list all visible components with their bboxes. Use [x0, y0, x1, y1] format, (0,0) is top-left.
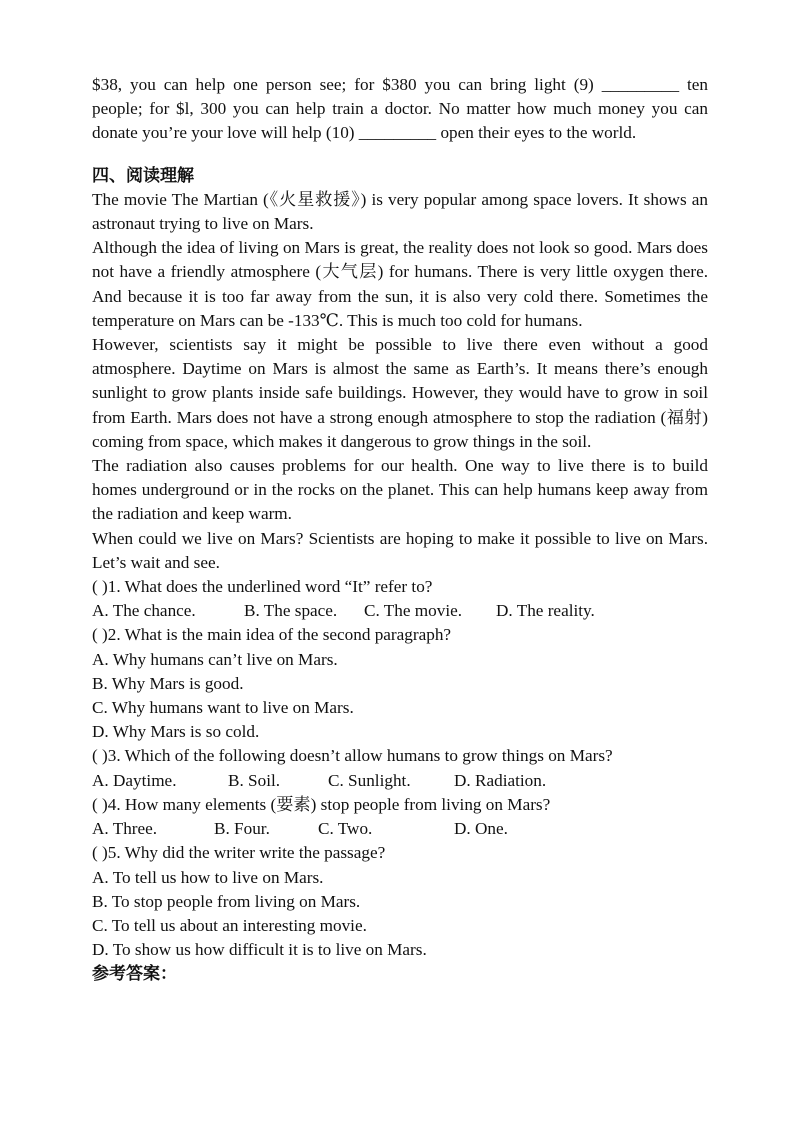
question-1-options [92, 599, 708, 623]
question-4-options [92, 817, 708, 841]
q1-option-d: D. The reality. [496, 601, 595, 621]
question-2-stem: ( )2. What is the main idea of the second paragraph? [92, 625, 452, 645]
passage-paragraph-5: When could we live on Mars? Scientists are hoping to make it possible to live on Mars. Let’s wait and see. [92, 528, 708, 572]
passage-paragraph-2: Although the idea of living on Mars is great, the reality does not look so good. Mars does not have a friendly atmosphere (大气层) for humans. There is very little oxygen there. And because it is too far away from the sun, it is also very cold there. Sometimes the temperature on Mars can be -133℃. This is much too cold for humans. [92, 238, 708, 330]
q3-option-b: B. Soil. [228, 770, 281, 790]
q3-option-c: C. Sunlight. [328, 770, 411, 790]
q3-option-d: D. Radiation. [454, 770, 547, 790]
question-3-options [92, 769, 708, 793]
q5-option-d: D. To show us how difficult it is to live on Mars. [92, 940, 427, 960]
q3-option-a: A. Daytime. [92, 770, 177, 790]
q5-option-c: C. To tell us about an interesting movie. [92, 915, 367, 935]
answer-key-heading: 参考答案： [92, 964, 177, 985]
q2-option-a: A. Why humans can’t live on Mars. [92, 649, 338, 669]
q2-option-c: C. Why humans want to live on Mars. [92, 698, 354, 718]
q1-option-c: C. The movie. [364, 601, 463, 621]
question-5-stem: ( )5. Why did the writer write the passage? [92, 843, 386, 863]
q2-option-d: D. Why Mars is so cold. [92, 722, 260, 742]
passage-paragraph-4: The radiation also causes problems for our health. One way to live there is to build homes underground or in the rocks on the planet. This can help humans keep away from the radiation and keep warm. [92, 456, 708, 524]
passage-paragraph-3: However, scientists say it might be possible to live there even without a good atmosphere. Daytime on Mars is almost the same as Earth’s. It means there’s enough sunlight to grow plants inside safe buildings. However, they would have to grow in soil from Earth. Mars does not have a strong enough atmosphere to stop the radiation (福射) coming from space, which makes it dangerous to grow things in the soil. [92, 335, 708, 451]
q5-option-b: B. To stop people from living on Mars. [92, 891, 361, 911]
section-heading: 四、阅读理解 [92, 165, 194, 186]
question-4-stem: ( )4. How many elements (要素) stop people from living on Mars? [92, 794, 551, 814]
document-page [92, 73, 708, 987]
q2-option-b: B. Why Mars is good. [92, 673, 244, 693]
question-3-stem: ( )3. Which of the following doesn’t allow humans to grow things on Mars? [92, 746, 613, 766]
question-1-stem: ( )1. What does the underlined word “It” refer to? [92, 577, 433, 597]
q4-option-d: D. One. [454, 819, 508, 839]
q4-option-a: A. Three. [92, 819, 158, 839]
q1-option-a: A. The chance. [92, 601, 196, 621]
q5-option-a: A. To tell us how to live on Mars. [92, 867, 324, 887]
passage-paragraph-1: The movie The Martian (《火星救援》) is very popular among space lovers. It shows an astronaut trying to live on Mars. [92, 189, 708, 234]
q4-option-b: B. Four. [214, 819, 270, 839]
cloze-passage-tail: $38, you can help one person see; for $380 you can bring light (9) _________ ten people; for $l, 300 you can help train a doctor. No matter how much money you can donate you’re your love will help (10) _________ open their eyes to the world. [92, 75, 708, 143]
q1-option-b: B. The space. [244, 601, 338, 621]
q4-option-c: C. Two. [318, 819, 373, 839]
